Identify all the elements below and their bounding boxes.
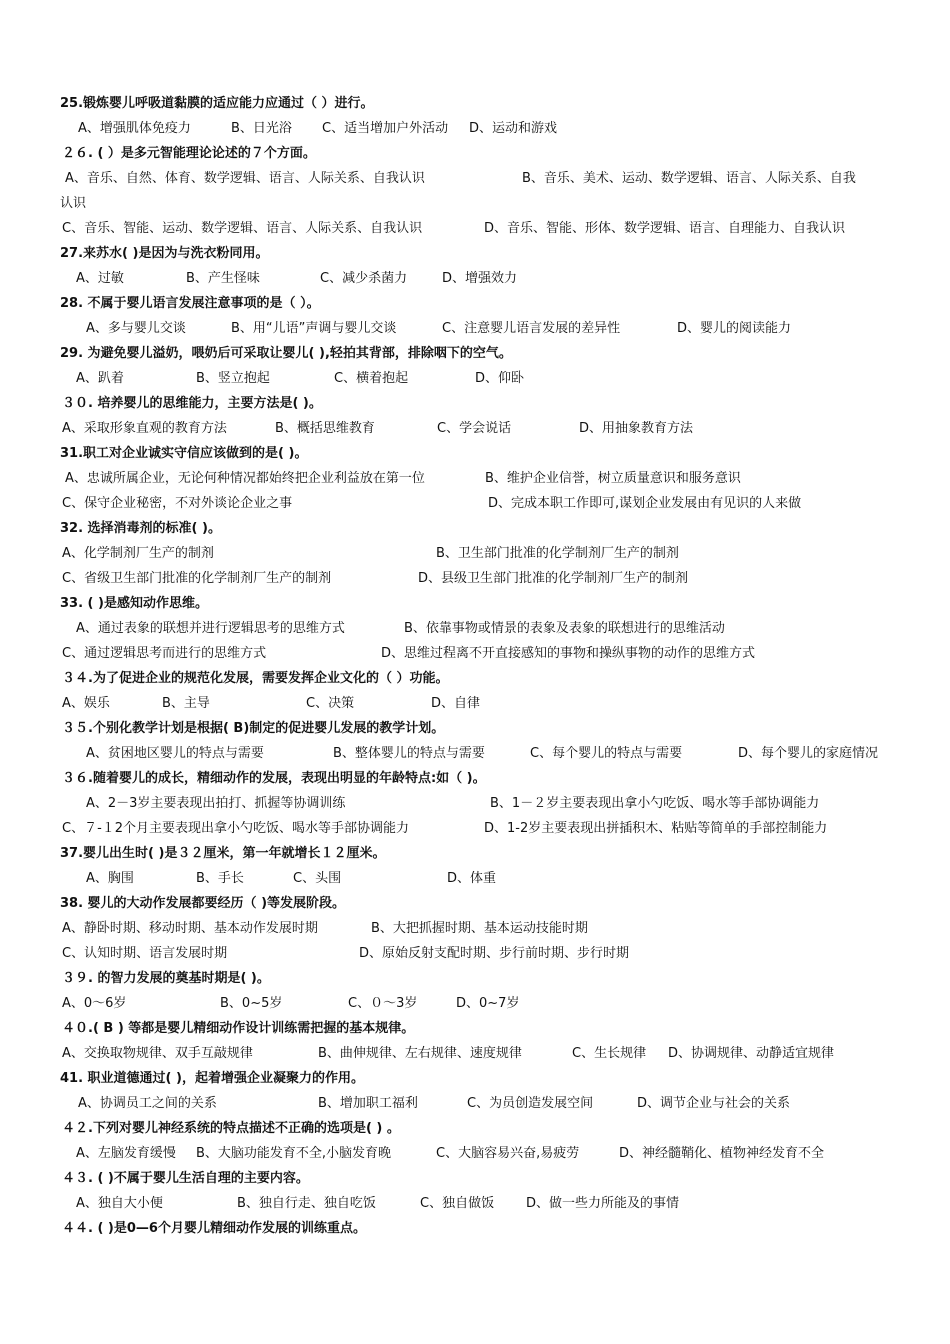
question-line — [0, 294, 950, 314]
option-text: C、生长规律 — [572, 1046, 647, 1061]
question-text: ４３. ( )不属于婴儿生活自理的主要内容。 — [62, 1171, 309, 1186]
option-text: C、０～3岁 — [348, 996, 418, 1011]
option-line — [0, 1144, 950, 1164]
option-text: B、增加职工福利 — [318, 1096, 418, 1111]
option-line — [0, 194, 950, 214]
option-text: D、0~7岁 — [456, 996, 520, 1011]
question-line — [0, 1219, 950, 1239]
question-line — [0, 519, 950, 539]
question-line — [0, 1119, 950, 1139]
option-text: D、婴儿的阅读能力 — [677, 321, 792, 336]
option-text: B、概括思维教育 — [275, 421, 375, 436]
option-text: C、为员创造发展空间 — [467, 1096, 594, 1111]
option-text: B、主导 — [162, 696, 210, 711]
option-line — [0, 619, 950, 639]
question-line — [0, 1019, 950, 1039]
question-text: ３９. 的智力发展的奠基时期是( )。 — [62, 971, 270, 986]
question-line — [0, 894, 950, 914]
option-text: C、大脑容易兴奋,易疲劳 — [436, 1146, 580, 1161]
option-line — [0, 1044, 950, 1064]
question-line — [0, 669, 950, 689]
option-text: B、独自行走、独自吃饭 — [237, 1196, 376, 1211]
question-text: ４０.( B ) 等都是婴儿精细动作设计训练需把握的基本规律。 — [62, 1021, 415, 1036]
question-text: ３４.为了促进企业的规范化发展，需要发挥企业文化的（ ）功能。 — [62, 671, 449, 686]
question-line — [0, 94, 950, 114]
option-line — [0, 644, 950, 664]
option-line — [0, 869, 950, 889]
option-text: B、日光浴 — [231, 121, 292, 136]
option-text: D、1-2岁主要表现出拼插积木、粘贴等简单的手部控制能力 — [484, 821, 828, 836]
option-text: C、音乐、智能、运动、数学逻辑、语言、人际关系、自我认识 — [62, 221, 423, 236]
option-text: C、通过逻辑思考而进行的思维方式 — [62, 646, 267, 661]
question-text: 37.婴儿出生时( )是３２厘米，第一年就增长１２厘米。 — [60, 846, 386, 861]
option-text: A、交换取物规律、双手互敲规律 — [62, 1046, 253, 1061]
option-line — [0, 1094, 950, 1114]
option-text: D、协调规律、动静适宜规律 — [668, 1046, 835, 1061]
option-text: D、音乐、智能、形体、数学逻辑、语言、自理能力、自我认识 — [484, 221, 846, 236]
question-line — [0, 1069, 950, 1089]
question-text: 29. 为避免婴儿溢奶，喂奶后可采取让婴儿( ),轻拍其背部，排除咽下的空气。 — [60, 346, 512, 361]
question-line — [0, 594, 950, 614]
option-text: A、增强肌体免疫力 — [78, 121, 191, 136]
option-text: A、采取形象直观的教育方法 — [62, 421, 227, 436]
option-text: B、手长 — [196, 871, 244, 886]
option-text: B、维护企业信誉，树立质量意识和服务意识 — [485, 471, 741, 486]
option-text: D、自律 — [431, 696, 481, 711]
question-line — [0, 444, 950, 464]
question-text: 31.职工对企业诚实守信应该做到的是( )。 — [60, 446, 308, 461]
question-text: ３６.随着婴儿的成长，精细动作的发展，表现出明显的年龄特点:如（ )。 — [62, 771, 486, 786]
option-text: D、用抽象教育方法 — [579, 421, 694, 436]
option-text: C、减少杀菌力 — [320, 271, 408, 286]
question-line — [0, 344, 950, 364]
option-text: A、娱乐 — [62, 696, 110, 711]
option-text: C、学会说话 — [437, 421, 512, 436]
question-text: 41. 职业道德通过( )，起着增强企业凝聚力的作用。 — [60, 1071, 364, 1086]
option-line — [0, 944, 950, 964]
question-text: 32. 选择消毒剂的标准( )。 — [60, 521, 221, 536]
option-text: B、大把抓握时期、基本运动技能时期 — [371, 921, 588, 936]
option-text: B、0~5岁 — [220, 996, 283, 1011]
question-text: ４４. ( )是0—6个月婴儿精细动作发展的训练重点。 — [62, 1221, 366, 1236]
option-text: C、决策 — [306, 696, 355, 711]
option-text: B、卫生部门批准的化学制剂厂生产的制剂 — [436, 546, 679, 561]
option-text: A、通过表象的联想并进行逻辑思考的思维方式 — [76, 621, 345, 636]
option-text: C、注意婴儿语言发展的差异性 — [442, 321, 621, 336]
option-text: A、趴着 — [76, 371, 124, 386]
option-text: D、县级卫生部门批准的化学制剂厂生产的制剂 — [418, 571, 689, 586]
option-text: A、忠诚所属企业，无论何种情况都始终把企业利益放在第一位 — [65, 471, 425, 486]
question-line — [0, 719, 950, 739]
option-text: B、产生怪味 — [186, 271, 260, 286]
option-text: D、完成本职工作即可,谋划企业发展由有见识的人来做 — [488, 496, 802, 511]
option-text: 认识 — [60, 196, 87, 211]
question-text: ３５.个别化教学计划是根据( B)制定的促进婴儿发展的教学计划。 — [62, 721, 445, 736]
question-text: 33. ( )是感知动作思维。 — [60, 596, 208, 611]
option-text: C、每个婴儿的特点与需要 — [530, 746, 683, 761]
option-text: D、每个婴儿的家庭情况 — [738, 746, 879, 761]
option-line — [0, 319, 950, 339]
option-line — [0, 169, 950, 189]
question-text: ３０. 培养婴儿的思维能力，主要方法是( )。 — [62, 396, 322, 411]
option-text: A、静卧时期、移动时期、基本动作发展时期 — [62, 921, 318, 936]
option-text: C、保守企业秘密，不对外谈论企业之事 — [62, 496, 293, 511]
option-line — [0, 994, 950, 1014]
option-line — [0, 544, 950, 564]
option-line — [0, 919, 950, 939]
option-text: D、神经髓鞘化、植物神经发育不全 — [619, 1146, 825, 1161]
option-text: A、独自大小便 — [76, 1196, 163, 1211]
option-text: A、协调员工之间的关系 — [78, 1096, 217, 1111]
option-text: C、７-１2个月主要表现出拿小勺吃饭、喝水等手部协调能力 — [62, 821, 410, 836]
option-text: A、贫困地区婴儿的特点与需要 — [86, 746, 264, 761]
option-text: C、独自做饭 — [420, 1196, 495, 1211]
option-text: D、体重 — [447, 871, 497, 886]
option-line — [0, 219, 950, 239]
option-line — [0, 1194, 950, 1214]
question-text: 25.锻炼婴儿呼吸道黏膜的适应能力应通过（ ）进行。 — [60, 96, 374, 111]
option-line — [0, 469, 950, 489]
option-line — [0, 119, 950, 139]
option-text: D、调节企业与社会的关系 — [637, 1096, 791, 1111]
option-text: C、认知时期、语言发展时期 — [62, 946, 228, 961]
question-line — [0, 244, 950, 264]
question-line — [0, 144, 950, 164]
question-line — [0, 1169, 950, 1189]
option-text: D、原始反射支配时期、步行前时期、步行时期 — [359, 946, 630, 961]
question-text: ２６. ( ）是多元智能理论论述的７个方面。 — [62, 146, 316, 161]
option-text: D、思维过程离不开直接感知的事物和操纵事物的动作的思维方式 — [381, 646, 756, 661]
option-line — [0, 419, 950, 439]
option-text: A、2－3岁主要表现出拍打、抓握等协调训练 — [86, 796, 346, 811]
option-line — [0, 794, 950, 814]
question-line — [0, 844, 950, 864]
option-text: B、依靠事物或情景的表象及表象的联想进行的思维活动 — [404, 621, 725, 636]
question-line — [0, 394, 950, 414]
question-line — [0, 969, 950, 989]
option-text: C、省级卫生部门批准的化学制剂厂生产的制剂 — [62, 571, 332, 586]
option-line — [0, 494, 950, 514]
option-text: C、适当增加户外活动 — [322, 121, 449, 136]
option-text: D、运动和游戏 — [469, 121, 558, 136]
option-line — [0, 369, 950, 389]
option-text: B、整体婴儿的特点与需要 — [333, 746, 485, 761]
option-text: C、头围 — [293, 871, 342, 886]
option-text: A、左脑发育缓慢 — [76, 1146, 176, 1161]
option-text: D、做一些力所能及的事情 — [526, 1196, 680, 1211]
option-text: D、仰卧 — [475, 371, 525, 386]
option-line — [0, 569, 950, 589]
option-text: B、用“儿语”声调与婴儿交谈 — [231, 321, 397, 336]
option-line — [0, 694, 950, 714]
question-text: 38. 婴儿的大动作发展都要经历（ )等发展阶段。 — [60, 896, 346, 911]
option-text: A、0～6岁 — [62, 996, 127, 1011]
option-text: D、增强效力 — [442, 271, 518, 286]
option-text: B、大脑功能发育不全,小脑发育晚 — [196, 1146, 392, 1161]
question-text: ４２.下列对婴儿神经系统的特点描述不正确的选项是( ) 。 — [62, 1121, 400, 1136]
option-text: B、音乐、美术、运动、数学逻辑、语言、人际关系、自我 — [522, 171, 856, 186]
option-text: A、化学制剂厂生产的制剂 — [62, 546, 214, 561]
option-text: A、过敏 — [76, 271, 124, 286]
option-text: B、曲伸规律、左右规律、速度规律 — [318, 1046, 522, 1061]
option-text: B、竖立抱起 — [196, 371, 270, 386]
question-line — [0, 769, 950, 789]
option-text: B、1－２岁主要表现出拿小勺吃饭、喝水等手部协调能力 — [490, 796, 820, 811]
option-text: A、胸围 — [86, 871, 134, 886]
option-text: A、多与婴儿交谈 — [86, 321, 186, 336]
option-text: C、横着抱起 — [334, 371, 409, 386]
option-line — [0, 744, 950, 764]
question-text: 28. 不属于婴儿语言发展注意事项的是（ ）。 — [60, 296, 320, 311]
option-line — [0, 269, 950, 289]
question-text: 27.来苏水( )是因为与洗衣粉同用。 — [60, 246, 269, 261]
option-line — [0, 819, 950, 839]
option-text: A、音乐、自然、体育、数学逻辑、语言、人际关系、自我认识 — [65, 171, 425, 186]
